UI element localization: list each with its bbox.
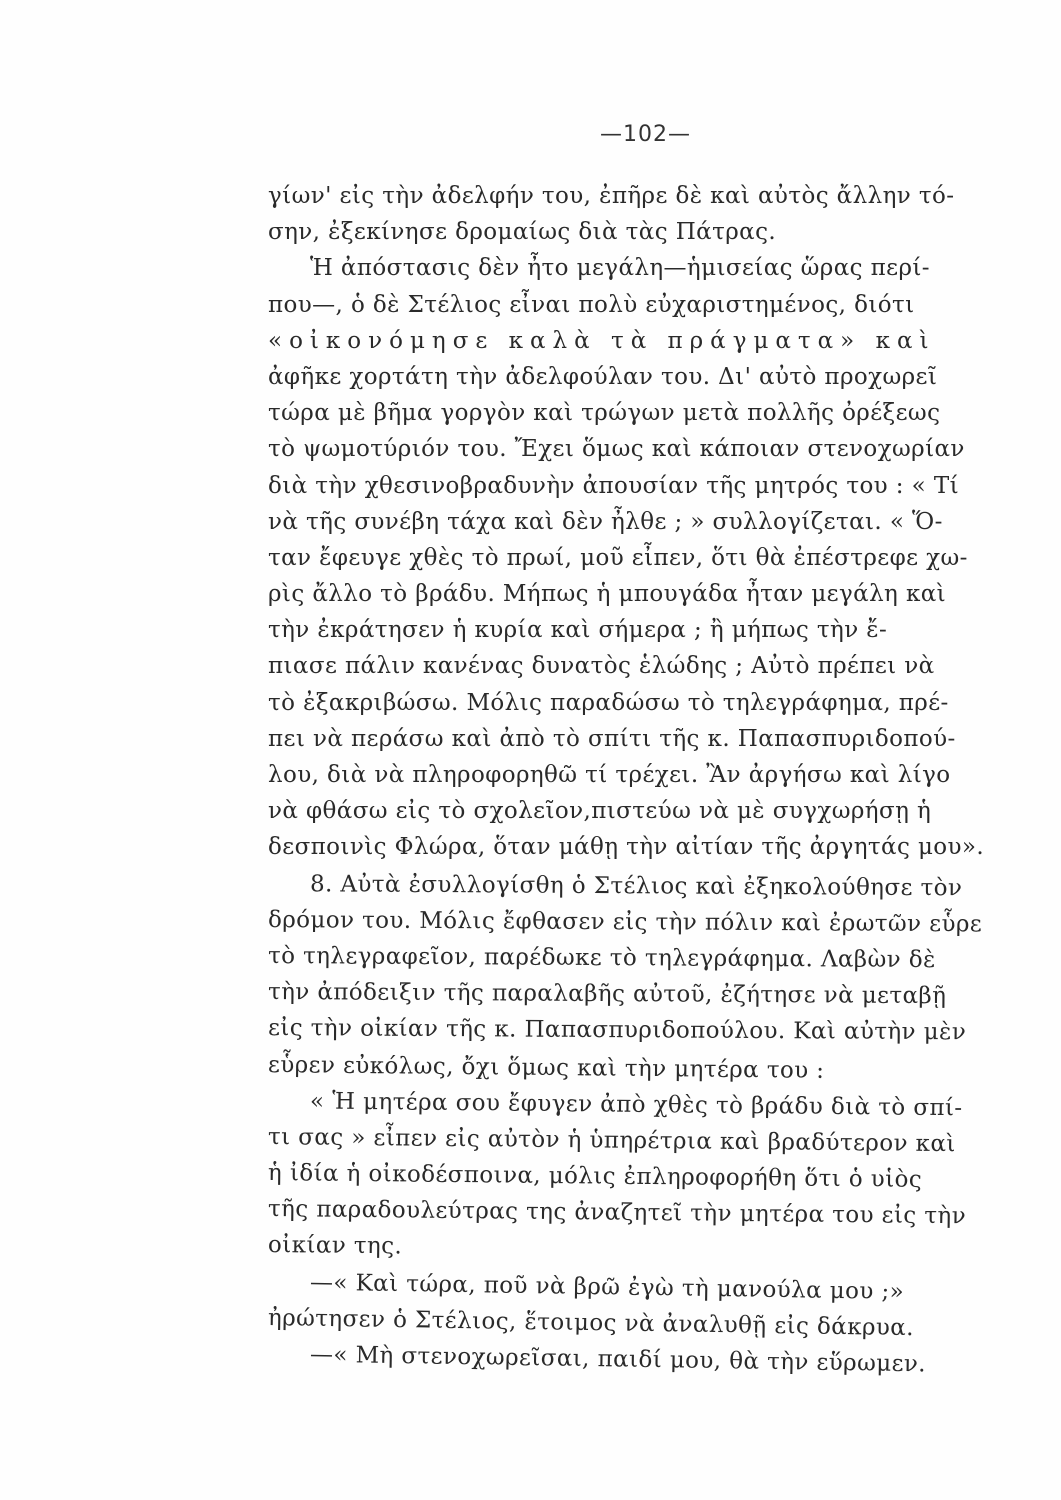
text-line: εἰς τὴν οἰκίαν τῆς κ. Παπασπυριδοπούλου. Καὶ αὐτὴν μὲν [267, 1015, 967, 1046]
text-line: τώρα μὲ βῆμα γοργὸν καὶ τρώγων μετὰ πολλῆς ὀρέξεως [268, 400, 941, 427]
text-line: νὰ τῆς συνέβη τάχα καὶ δὲν ἦλθε ; » συλλογίζεται. « Ὅ- [268, 508, 943, 535]
text-line: ταν ἔφευγε χθὲς τὸ πρωί, μοῦ εἶπεν, ὅτι θὰ ἐπέστρεφε χω- [268, 544, 968, 571]
text-line: τι σας » εἶπεν εἰς αὐτὸν ἡ ὑπηρέτρια καὶ βραδύτερον καὶ [267, 1123, 956, 1158]
text-line: «οἰκονόμησε καλὰ τὰ πράγματα» καὶ [268, 327, 936, 354]
text-line: πιασε πάλιν κανένας δυνατὸς ἑλώδης ; Αὐτὸ πρέπει νὰ [268, 653, 935, 680]
text-line: που—, ὁ δὲ Στέλιος εἶναι πολὺ εὐχαριστημένος, διότι [268, 291, 915, 318]
text-line: πει νὰ περάσω καὶ ἀπὸ τὸ σπίτι τῆς κ. Παπασπυριδοπού- [268, 725, 956, 752]
text-line: λου, διὰ νὰ πληροφορηθῶ τί τρέχει. Ἂν ἀργήσω καὶ λίγο [268, 762, 951, 788]
text-line: τὸ τηλεγραφεῖον, παρέδωκε τὸ τηλεγράφημα. Λαβὼν δὲ [267, 942, 936, 974]
text-line: ἠρώτησεν ὁ Στέλιος, ἕτοιμος νὰ ἀναλυθῇ εἰς δάκρυα. [267, 1304, 915, 1341]
text-line: γίων' εἰς τὴν ἀδελφήν του, ἐπῆρε δὲ καὶ αὐτὸς ἄλλην τό- [268, 183, 955, 209]
text-line: οἰκίαν της. [267, 1232, 403, 1260]
text-line: ρὶς ἄλλο τὸ βράδυ. Μήπως ἡ μπουγάδα ἦταν μεγάλη καὶ [268, 581, 947, 608]
text-line: τῆς παραδουλεύτρας της ἀναζητεῖ τὴν μητέρα του εἰς τὴν [267, 1196, 967, 1230]
text-line: —« Καὶ τώρα, ποῦ νὰ βρῶ ἐγὼ τὴ μανούλα μου ;» [309, 1269, 905, 1305]
text-line: —« Μὴ στενοχωρεῖσαι, παιδί μου, θὰ τὴν εὕρωμεν. [309, 1341, 927, 1378]
text-line: « Ἡ μητέρα σου ἔφυγεν ἀπὸ χθὲς τὸ βράδυ διὰ τὸ σπί- [309, 1088, 963, 1121]
text-line: δεσποινὶς Φλώρα, ὅταν μάθῃ τὴν αἰτίαν τῆς ἀργητάς μου». [268, 834, 985, 861]
text-line: τὴν ἀπόδειξιν τῆς παραλαβῆς αὐτοῦ, ἐζήτησε νὰ μεταβῇ [267, 979, 947, 1010]
text-line: ἡ ἰδία ἡ οἰκοδέσποινα, μόλις ἐπληροφορήθη ὅτι ὁ υἱὸς [267, 1160, 923, 1193]
text-line: τὸ ἐξακριβώσω. Μόλις παραδώσω τὸ τηλεγράφημα, πρέ- [268, 689, 949, 716]
text-line: τὸ ψωμοτύριόν του. Ἔχει ὅμως καὶ κάποιαν στενοχωρίαν [268, 436, 965, 463]
text-line: δρόμον του. Μόλις ἔφθασεν εἰς τὴν πόλιν καὶ ἐρωτῶν εὗρε [267, 906, 983, 938]
text-line: διὰ τὴν χθεσινοβραδυνὴν ἀπουσίαν τῆς μητρός του : « Τί [268, 472, 959, 499]
text-line: ἀφῆκε χορτάτη τὴν ἀδελφούλαν του. Δι' αὐτὸ προχωρεῖ [268, 363, 938, 390]
text-line: εὗρεν εὐκόλως, ὄχι ὅμως καὶ τὴν μητέρα του : [267, 1051, 825, 1084]
text-line: Ἡ ἀπόστασις δὲν ἦτο μεγάλη—ἡμισείας ὥρας περί- [310, 255, 930, 282]
text-line: 8. Αὐτὰ ἐσυλλογίσθη ὁ Στέλιος καὶ ἐξηκολούθησε τὸν [309, 870, 963, 901]
text-line: νὰ φθάσω εἰς τὸ σχολεῖον,πιστεύω νὰ μὲ συγχωρήσῃ ἡ [268, 798, 932, 825]
body-text [267, 178, 1048, 1378]
page-number: —102— [600, 122, 691, 147]
text-line: σην, ἐξεκίνησε δρομαίως διὰ τὰς Πάτρας. [268, 219, 777, 246]
text-line: τὴν ἐκράτησεν ἡ κυρία καὶ σήμερα ; ἢ μήπως τὴν ἔ- [268, 617, 888, 644]
